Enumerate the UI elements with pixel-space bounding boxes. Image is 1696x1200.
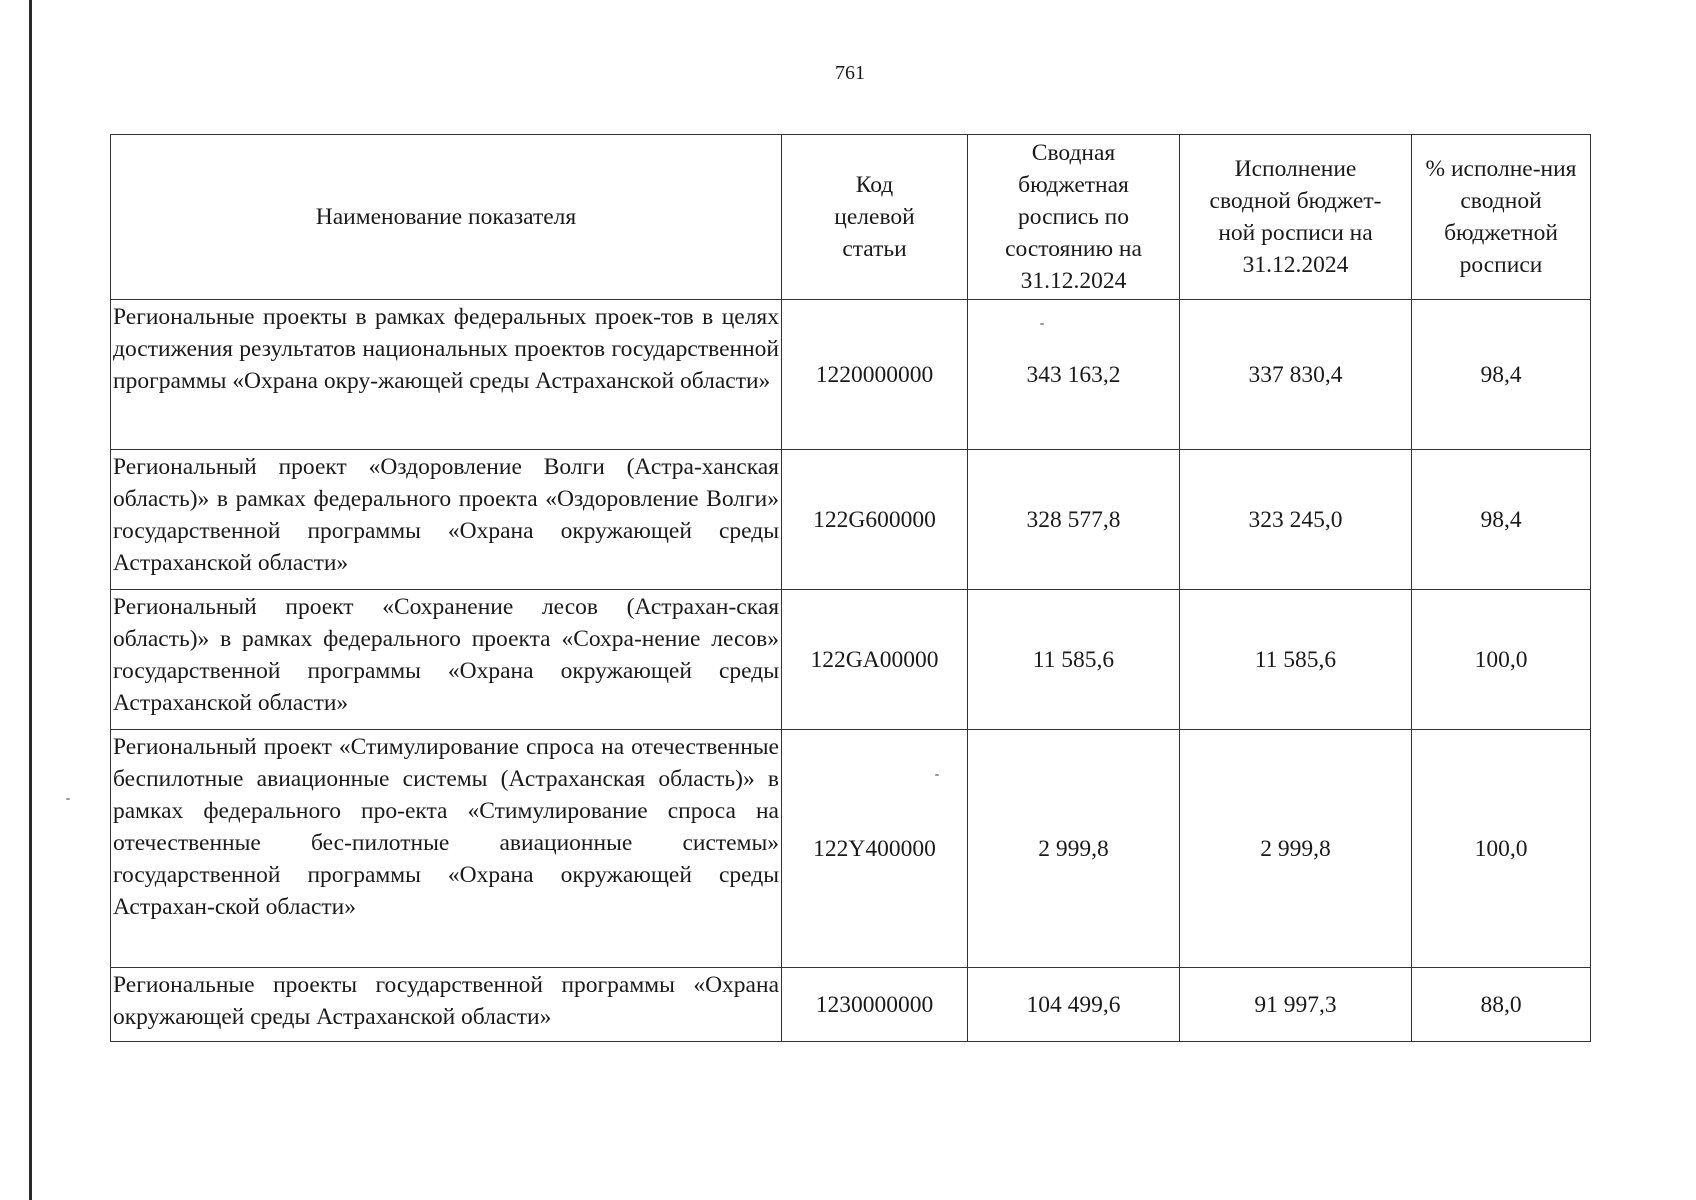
row-target-code: 1220000000 [782, 300, 968, 450]
row-target-code: 122Y400000 [782, 730, 968, 968]
table-row [111, 968, 1591, 1042]
header-budget-plan [968, 135, 1180, 300]
row-indicator-name: Региональные проекты в рамках федеральных проек-тов в целях достижения результатов национальных проектов государственной программы «Охрана окру-жающей среды Астраханской области» [111, 300, 782, 450]
row-execution-percent: 98,4 [1412, 450, 1591, 590]
row-indicator-name: Региональные проекты государственной программы «Охрана окружающей среды Астраханской области» [111, 968, 782, 1042]
row-budget-execution: 91 997,3 [1180, 968, 1412, 1042]
row-execution-percent: 100,0 [1412, 730, 1591, 968]
header-target-code [782, 135, 968, 300]
row-indicator-name: Региональный проект «Стимулирование спроса на отечественные беспилотные авиационные системы (Астраханская область)» в рамках федерального про-екта «Стимулирование спроса на отечественные бес-пилотные авиационные системы» государственной программы «Охрана окружающей среды Астрахан-ской области» [111, 730, 782, 968]
header-execution-percent-text: % исполне-ния сводной бюджетной росписи [1425, 156, 1577, 278]
table-row [111, 730, 1591, 968]
row-execution-percent: 100,0 [1412, 590, 1591, 730]
row-indicator-name: Региональный проект «Оздоровление Волги (Астра-ханская область)» в рамках федерального проекта «Оздоровление Волги» государственной программы «Охрана окружающей среды Астраханской области» [111, 450, 782, 590]
row-target-code: 122G600000 [782, 450, 968, 590]
row-target-code: 1230000000 [782, 968, 968, 1042]
row-budget-execution: 11 585,6 [1180, 590, 1412, 730]
table-row [111, 590, 1591, 730]
budget-execution-table [110, 134, 1591, 1042]
header-budget-execution-text: Исполнение сводной бюджет-ной росписи на 31.12.2024 [1209, 156, 1382, 278]
table-header-row [111, 135, 1591, 300]
page-edge-line [29, 0, 32, 1200]
row-budget-plan: 328 577,8 [968, 450, 1180, 590]
row-execution-percent: 98,4 [1412, 300, 1591, 450]
row-budget-execution: 323 245,0 [1180, 450, 1412, 590]
row-indicator-name: Региональный проект «Сохранение лесов (Астрахан-ская область)» в рамках федерального проекта «Сохра-нение лесов» государственной программы «Охрана окружающей среды Астраханской области» [111, 590, 782, 730]
row-budget-plan: 104 499,6 [968, 968, 1180, 1042]
row-budget-plan: 11 585,6 [968, 590, 1180, 730]
row-budget-plan: 2 999,8 [968, 730, 1180, 968]
table-row [111, 300, 1591, 450]
row-budget-execution: 337 830,4 [1180, 300, 1412, 450]
table-row [111, 450, 1591, 590]
page-number: 761 [835, 62, 865, 84]
scan-speck [66, 798, 70, 800]
row-budget-plan: 343 163,2 [968, 300, 1180, 450]
row-budget-execution: 2 999,8 [1180, 730, 1412, 968]
header-budget-execution [1180, 135, 1412, 300]
header-execution-percent [1412, 135, 1591, 300]
header-budget-plan-text: Сводная бюджетная роспись по состоянию на 31.12.2024 [1005, 140, 1142, 294]
header-target-code-text: Код целевой статьи [834, 172, 915, 262]
row-execution-percent: 88,0 [1412, 968, 1591, 1042]
row-target-code: 122GA00000 [782, 590, 968, 730]
header-indicator-name: Наименование показателя [111, 135, 782, 300]
